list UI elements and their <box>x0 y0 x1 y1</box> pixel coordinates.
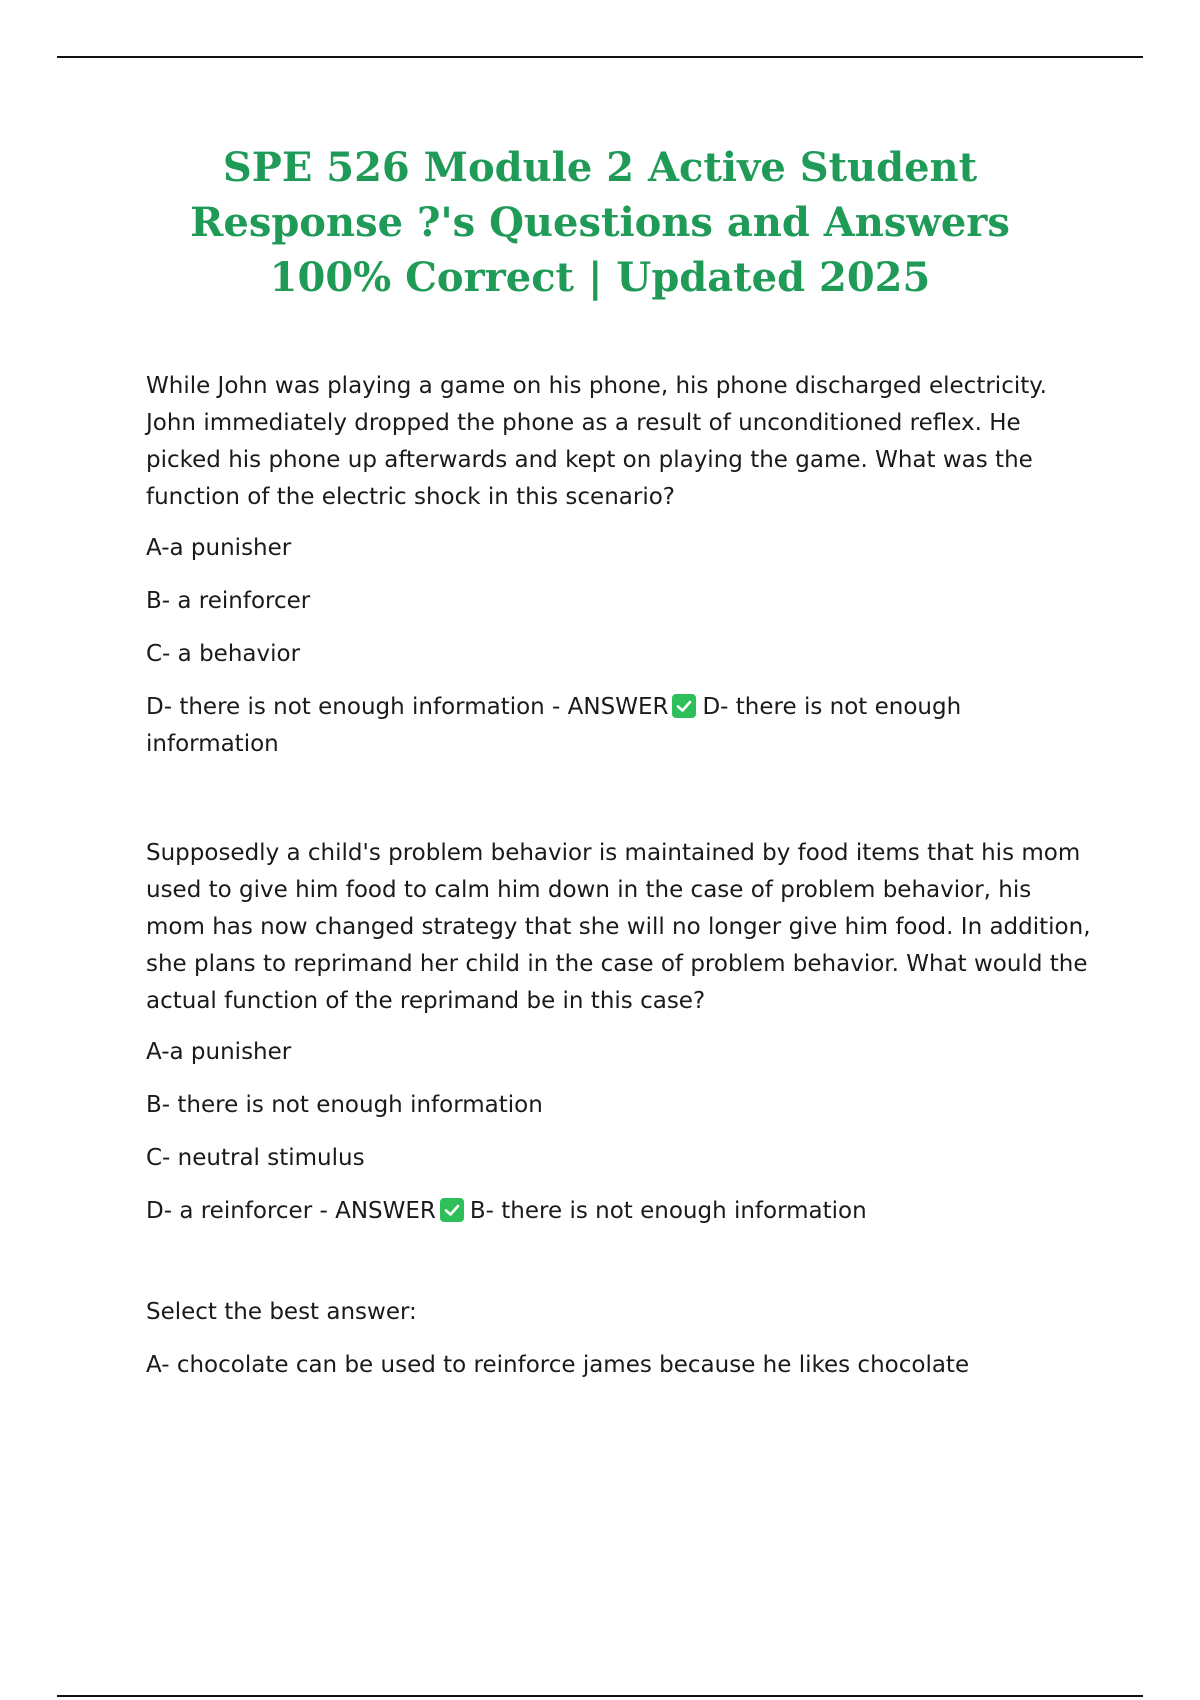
option-a: A- chocolate can be used to reinforce james because he likes chocolate <box>146 1352 970 1378</box>
question-text: Supposedly a child's problem behavior is maintained by food items that his mom used to give him food to calm him down in the case of problem behavior, his mom has now changed strategy that she will no longer give him food. In addition, she plans to reprimand her child in the case of problem behavior. What would the actual function of the reprimand be in this case? <box>146 840 1091 1014</box>
option-b: B- a reinforcer <box>146 588 311 614</box>
question-text: Select the best answer: <box>146 1299 417 1325</box>
option-d: D- there is not enough information - ANSWER <box>146 694 669 720</box>
question-block-2 <box>146 835 1096 1230</box>
option-d: D- a reinforcer - ANSWER <box>146 1198 436 1224</box>
question-block-1 <box>146 368 1096 763</box>
question-text: While John was playing a game on his phone, his phone discharged electricity. John immediately dropped the phone as a result of unconditioned reflex. He picked his phone up afterwards and kept on playing the game. What was the function of the electric shock in this scenario? <box>146 373 1047 510</box>
option-a: A-a punisher <box>146 1039 292 1065</box>
answer-text: D- there is not enough information <box>146 694 962 757</box>
question-block-3 <box>146 1294 1096 1384</box>
bottom-rule <box>57 1695 1143 1697</box>
document-body <box>146 368 1096 1400</box>
checkmark-icon <box>672 694 696 718</box>
answer-text: B- there is not enough information <box>469 1198 867 1224</box>
checkmark-icon <box>440 1198 464 1222</box>
document-title: SPE 526 Module 2 Active Student Response ?'s Questions and Answers 100% Correct | Updated 2025 <box>190 144 1010 301</box>
option-b: B- there is not enough information <box>146 1092 543 1118</box>
option-a: A-a punisher <box>146 535 292 561</box>
option-d-answer-line <box>146 689 1096 763</box>
top-rule <box>57 56 1143 58</box>
option-c: C- neutral stimulus <box>146 1145 365 1171</box>
option-c: C- a behavior <box>146 641 301 667</box>
option-d-answer-line <box>146 1193 1096 1230</box>
